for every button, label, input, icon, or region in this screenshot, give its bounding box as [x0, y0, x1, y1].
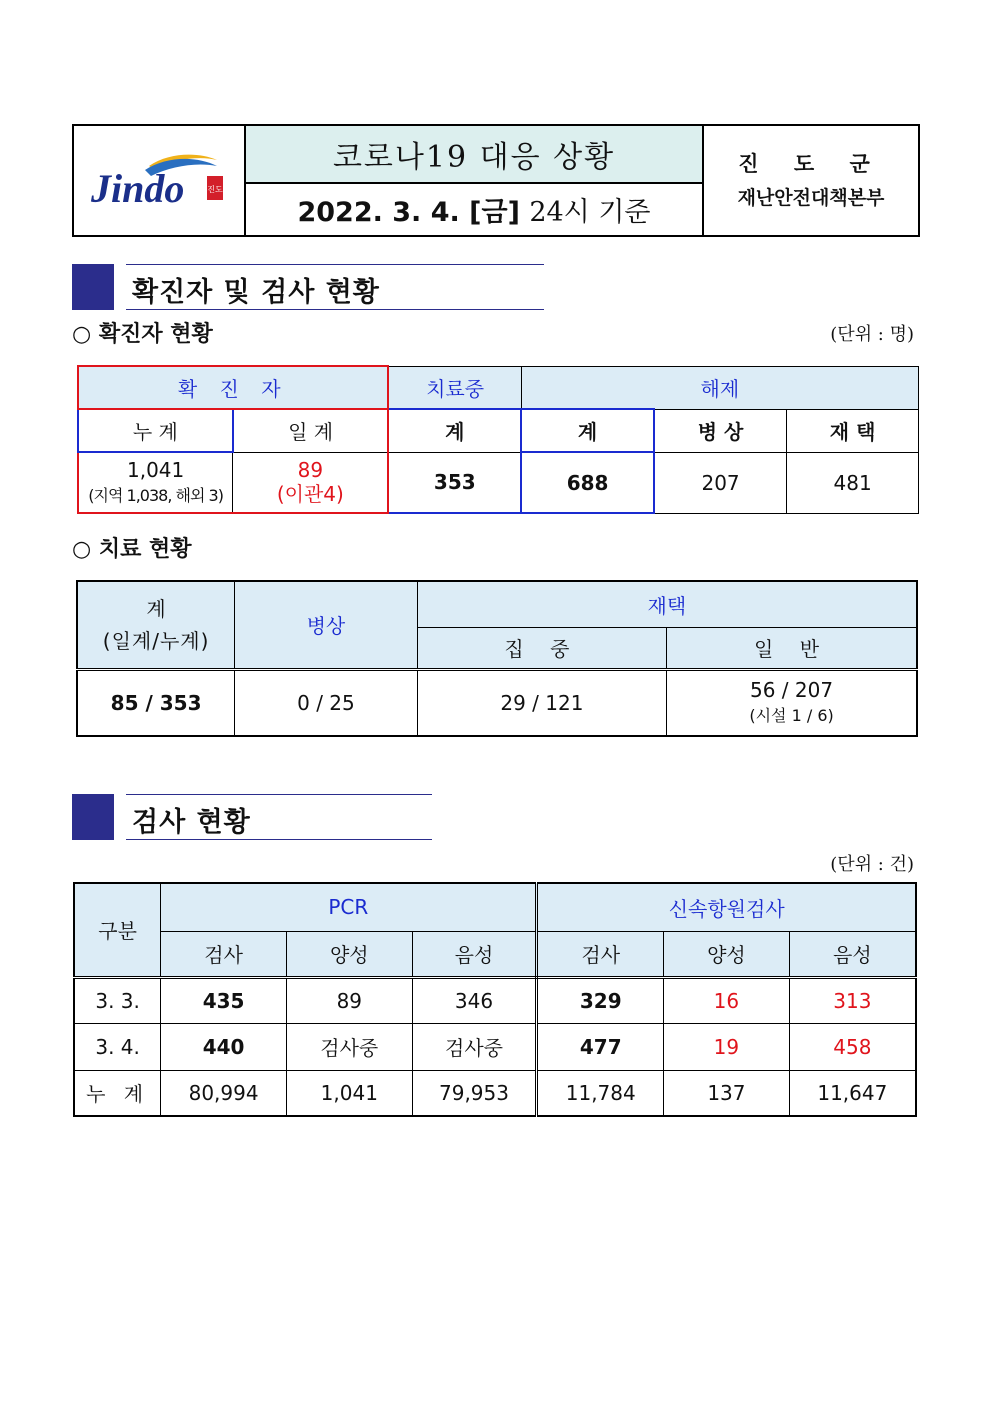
header-released-home: 재 택	[787, 409, 919, 452]
cell-released-total: 688	[521, 452, 654, 513]
section-marker	[72, 794, 114, 840]
cell-hospital: 0 / 25	[235, 669, 418, 736]
cell-general	[667, 669, 917, 736]
header-confirmed: 확 진 자	[78, 366, 388, 409]
rat-test: 329	[537, 977, 664, 1023]
cell-released-home: 481	[787, 452, 919, 513]
cell-cumulative	[78, 452, 233, 513]
pcr-negative: 79,953	[412, 1070, 537, 1116]
test-table	[73, 882, 917, 1117]
confirmed-table	[77, 365, 919, 514]
org-department: 재난안전대책본부	[737, 186, 885, 209]
rat-positive: 137	[664, 1070, 790, 1116]
rat-positive: 16	[664, 977, 790, 1023]
cell-released-hospital: 207	[654, 452, 787, 513]
logo-text: Jindo	[91, 165, 185, 211]
header-category: 구분	[74, 883, 161, 977]
rat-negative: 313	[789, 977, 916, 1023]
pcr-negative: 346	[412, 977, 537, 1023]
pcr-negative: 검사중	[412, 1023, 537, 1070]
header-hospital: 병상	[235, 581, 418, 669]
section-title: 검사 현황	[132, 807, 251, 838]
daily-note: (이관4)	[276, 482, 344, 507]
treatment-subheading: ○ 치료 현황	[72, 537, 192, 562]
header-home: 재택	[417, 581, 917, 627]
header-rat-negative: 음성	[789, 931, 916, 977]
header-treating-total: 계	[388, 409, 521, 452]
header-cumulative: 누 계	[78, 409, 233, 452]
section-marker	[72, 264, 114, 310]
rat-test: 477	[537, 1023, 664, 1070]
header-rat-test: 검사	[537, 931, 664, 977]
cell-intensive: 29 / 121	[417, 669, 666, 736]
row-label: 누 계	[74, 1070, 161, 1116]
header-total-cell	[77, 581, 235, 669]
jindo-logo-icon	[89, 144, 229, 214]
org-name: 진 도 군	[738, 150, 884, 176]
cumulative-value: 1,041	[126, 457, 185, 482]
confirmed-subheading: ○ 확진자 현황	[72, 322, 213, 347]
table-row	[74, 977, 916, 1023]
header-total: 계	[146, 596, 166, 621]
treatment-table	[76, 580, 918, 737]
rat-negative: 11,647	[789, 1070, 916, 1116]
pcr-positive: 1,041	[286, 1070, 412, 1116]
report-date-cell	[245, 183, 703, 236]
logo-badge: 진도	[207, 184, 223, 194]
rat-negative: 458	[789, 1023, 916, 1070]
table-row	[74, 1070, 916, 1116]
row-label: 3. 3.	[74, 977, 161, 1023]
cell-treating: 353	[388, 452, 521, 513]
daily-value: 89	[297, 458, 324, 483]
rat-positive: 19	[664, 1023, 790, 1070]
section-title: 확진자 및 검사 현황	[132, 277, 380, 308]
header-intensive: 집 중	[417, 627, 666, 669]
unit-label: (단위 : 명)	[830, 324, 914, 345]
header-pcr: PCR	[161, 883, 537, 931]
heading-rule	[126, 264, 544, 265]
pcr-test: 80,994	[161, 1070, 287, 1116]
heading-rule	[126, 794, 432, 795]
header-rat-positive: 양성	[664, 931, 790, 977]
heading-rule	[126, 839, 432, 840]
header-released: 해제	[521, 366, 918, 409]
header-treating: 치료중	[388, 366, 521, 409]
cell-total: 85 / 353	[77, 669, 235, 736]
report-header	[72, 124, 920, 237]
header-released-total: 계	[521, 409, 654, 452]
header-released-hospital: 병 상	[654, 409, 787, 452]
logo-cell	[73, 125, 245, 236]
pcr-positive: 89	[286, 977, 412, 1023]
rat-test: 11,784	[537, 1070, 664, 1116]
unit-label: (단위 : 건)	[830, 854, 914, 875]
pcr-test: 440	[161, 1023, 287, 1070]
cumulative-note: (지역 1,038, 해외 3)	[88, 485, 223, 505]
header-daily: 일 계	[233, 409, 389, 452]
general-value: 56 / 207	[750, 677, 834, 702]
header-pcr-positive: 양성	[286, 931, 412, 977]
cell-daily	[233, 452, 389, 513]
header-pcr-negative: 음성	[412, 931, 537, 977]
pcr-test: 435	[161, 977, 287, 1023]
report-date: 2022. 3. 4. [금]	[297, 197, 520, 228]
general-note: (시설 1 / 6)	[749, 705, 834, 725]
table-row	[74, 1023, 916, 1070]
report-hour: 24시 기준	[529, 197, 651, 228]
row-label: 3. 4.	[74, 1023, 161, 1070]
header-total-sub: (일계/누계)	[102, 628, 210, 653]
pcr-positive: 검사중	[286, 1023, 412, 1070]
section-confirmed-heading	[72, 264, 544, 310]
section-test-heading	[72, 794, 432, 840]
header-rapid: 신속항원검사	[537, 883, 916, 931]
org-cell	[703, 125, 919, 236]
header-pcr-test: 검사	[161, 931, 287, 977]
header-general: 일 반	[667, 627, 917, 669]
report-title: 코로나19 대응 상황	[245, 125, 703, 183]
heading-rule	[126, 309, 544, 310]
